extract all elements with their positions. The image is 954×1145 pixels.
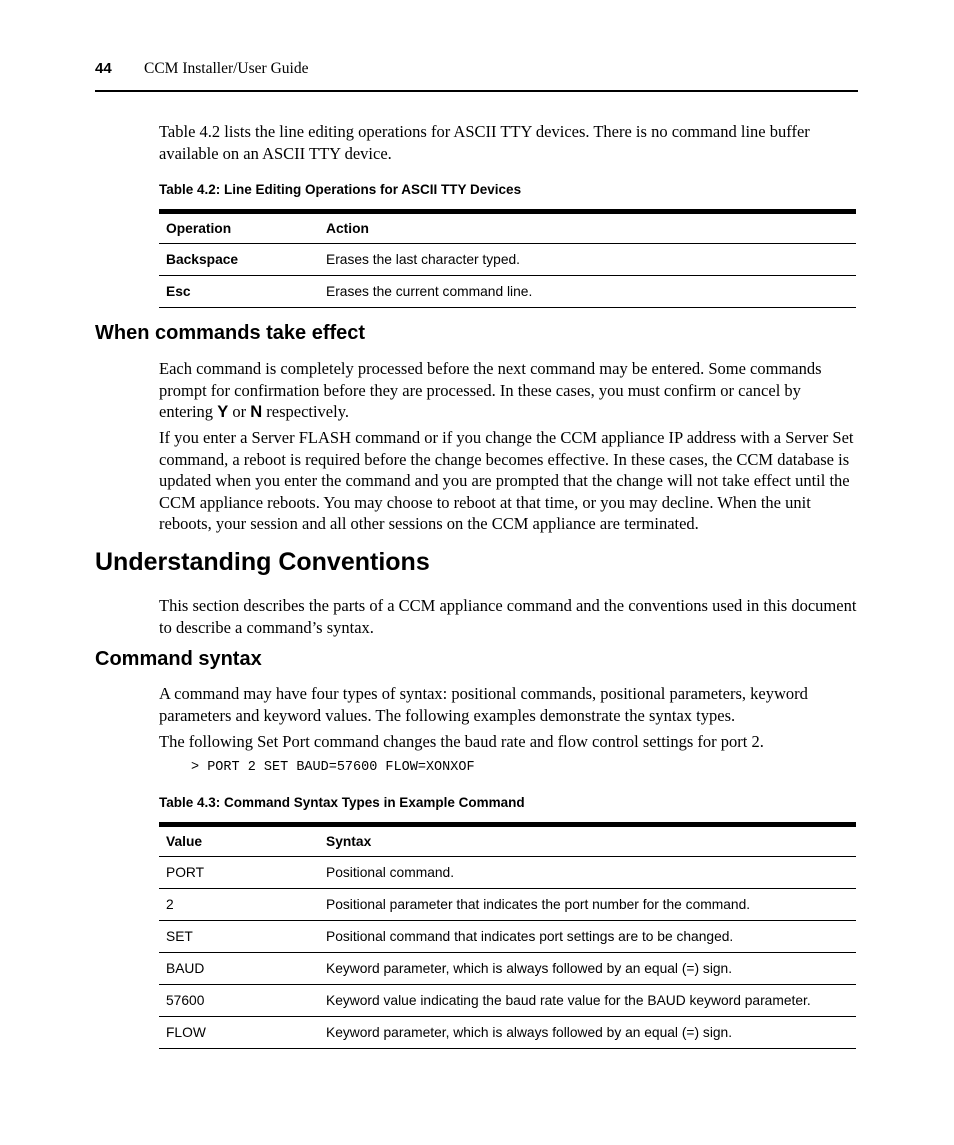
section-heading: When commands take effect [95,322,366,344]
table-cell: Erases the last character typed. [319,244,856,276]
table-cell: Positional parameter that indicates the port number for the command. [319,889,856,921]
table-cell: BAUD [159,953,319,985]
text: respectively. [262,402,350,421]
table-row [159,857,856,889]
text: Each command is completely processed before the next command may be entered. Some commands prompt for confirmation before they are processed. In these cases, you must confirm or cancel by entering [159,359,822,421]
table-cell: 57600 [159,985,319,1017]
key-y: Y [217,403,229,421]
table-cell: Backspace [159,244,319,276]
table-row [159,244,856,276]
column-header: Action [319,212,856,244]
table-header-row [159,825,856,857]
table-4-3 [159,822,856,1049]
when-commands-paragraph-2: If you enter a Server FLASH command or if you change the CCM appliance IP address with a Server Set command, a reboot is required before the change becomes effective. In these cases, the CCM database is updated when you enter the command and you are prompted that the change will not take effect until the CCM appliance reboots. You may choose to reboot at that time, or you may decline. When the unit reboots, your session and all other sessions on the CCM appliance are terminated. [159,428,854,533]
code-example: > PORT 2 SET BAUD=57600 FLOW=XONXOF [191,760,475,775]
table-4-2 [159,209,856,308]
table-cell: Esc [159,276,319,308]
conventions-paragraph: This section describes the parts of a CCM appliance command and the conventions used in this document to describe a command’s syntax. [159,596,857,637]
table-row [159,276,856,308]
table-cell: Positional command. [319,857,856,889]
table-cell: SET [159,921,319,953]
table-cell: 2 [159,889,319,921]
column-header: Syntax [319,825,856,857]
page-number: 44 [95,60,112,77]
table-cell: Erases the current command line. [319,276,856,308]
table-4-2-caption: Table 4.2: Line Editing Operations for ASCII TTY Devices [159,182,522,197]
table-4-3-caption: Table 4.3: Command Syntax Types in Example Command [159,795,525,810]
page-header [95,58,858,92]
syntax-paragraph-2: The following Set Port command changes the baud rate and flow control settings for port 2. [159,732,764,751]
table-cell: PORT [159,857,319,889]
text: or [228,402,251,421]
section-heading: Command syntax [95,648,262,670]
syntax-paragraph-1: A command may have four types of syntax: positional commands, positional parameters, keyword parameters and keyword values. The following examples demonstrate the syntax types. [159,684,808,725]
table-cell: Keyword value indicating the baud rate value for the BAUD keyword parameter. [319,985,856,1017]
key-n: N [250,403,263,421]
table-cell: Keyword parameter, which is always followed by an equal (=) sign. [319,1017,856,1049]
column-header: Value [159,825,319,857]
table-cell: Positional command that indicates port settings are to be changed. [319,921,856,953]
guide-title: CCM Installer/User Guide [144,60,309,77]
table-row [159,985,856,1017]
table-cell: Keyword parameter, which is always followed by an equal (=) sign. [319,953,856,985]
intro-paragraph: Table 4.2 lists the line editing operations for ASCII TTY devices. There is no command line buffer available on an ASCII TTY device. [159,122,810,163]
column-header: Operation [159,212,319,244]
table-row [159,889,856,921]
table-header-row [159,212,856,244]
when-commands-paragraph-1 [159,358,859,424]
table-row [159,921,856,953]
table-row [159,1017,856,1049]
table-cell: FLOW [159,1017,319,1049]
chapter-heading: Understanding Conventions [95,548,430,576]
table-row [159,953,856,985]
